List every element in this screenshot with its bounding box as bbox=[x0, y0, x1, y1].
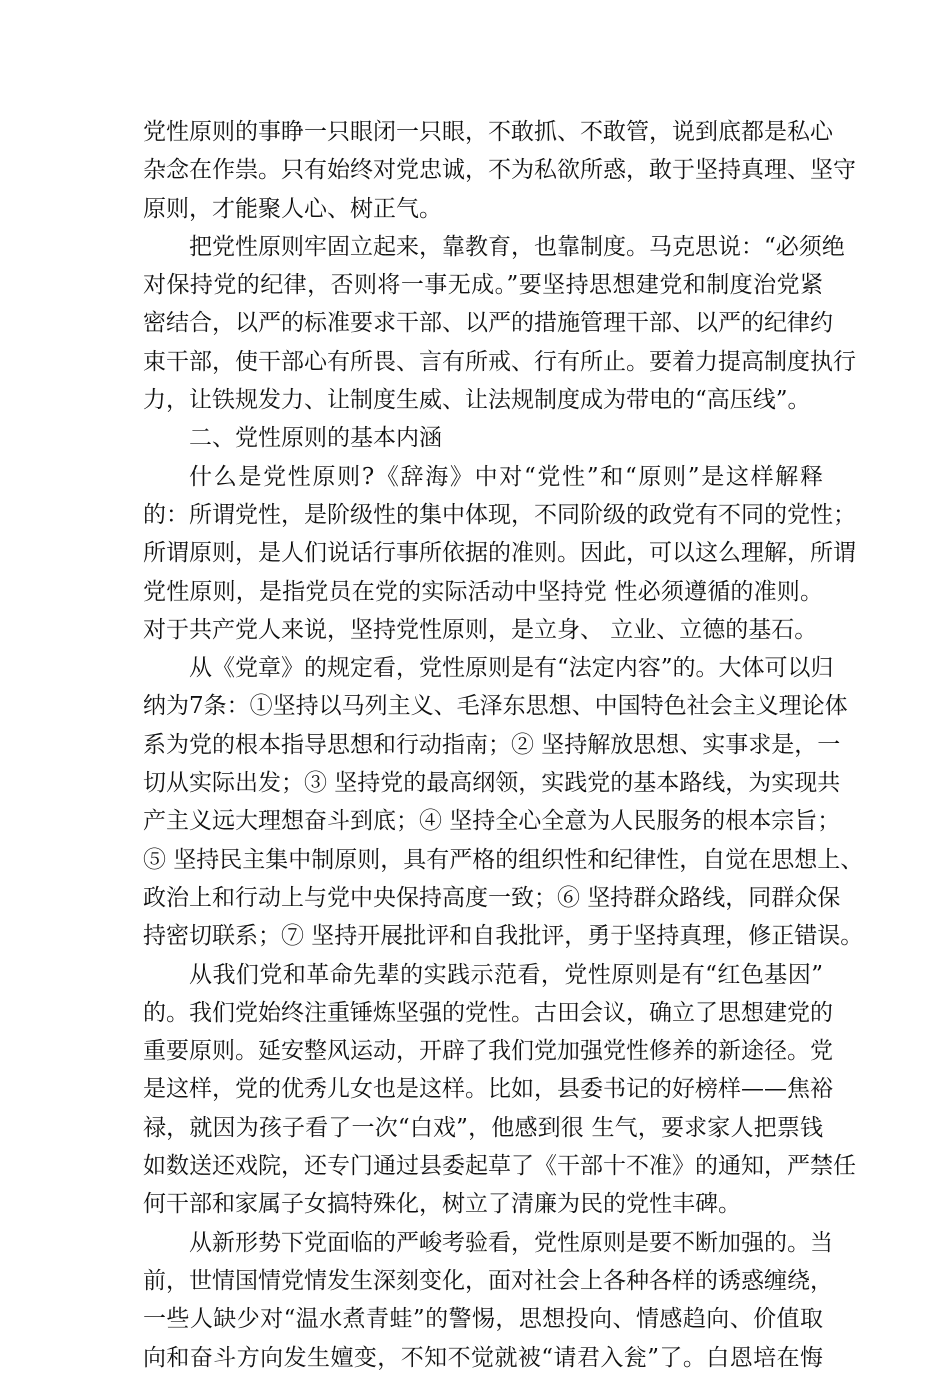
section-heading: 二、党性原则的基本内涵 bbox=[189, 425, 442, 452]
text-line: 从新形势下党面临的严峻考验看，党性原则是要不断加强的。当 bbox=[189, 1229, 833, 1256]
text-line: 政治上和行动上与党中央保持高度一致；⑥ 坚持群众路线，同群众保 bbox=[143, 884, 841, 911]
text-line: 向和奋斗方向发生嬗变，不知不觉就被“请君入瓮”了。白恩培在悔 bbox=[143, 1344, 823, 1371]
text-line: 禄，就因为孩子看了一次“白戏”，他感到很 生气，要求家人把票钱 bbox=[143, 1114, 823, 1141]
text-line: 纳为7条：①坚持以马列主义、毛泽东思想、中国特色社会主义理论体 bbox=[143, 693, 848, 720]
text-line: 党性原则，是指党员在党的实际活动中坚持党 性必须遵循的准则。 bbox=[143, 578, 823, 605]
text-line: 重要原则。延安整风运动，开辟了我们党加强党性修养的新途径。党 bbox=[143, 1038, 833, 1065]
text-line: 从我们党和革命先辈的实践示范看，党性原则是有“红色基因” bbox=[189, 961, 823, 988]
text-line: 所谓原则，是人们说话行事所依据的准则。因此，可以这么理解，所谓 bbox=[143, 540, 856, 567]
text-line: 束干部，使干部心有所畏、言有所戒、行有所止。要着力提高制度执行 bbox=[143, 348, 856, 375]
text-line: 力，让铁规发力、让制度生威、让法规制度成为带电的“高压线”。 bbox=[143, 387, 811, 414]
text-line: 产主义远大理想奋斗到底；④ 坚持全心全意为人民服务的根本宗旨； bbox=[143, 808, 841, 835]
text-line: 持密切联系；⑦ 坚持开展批评和自我批评，勇于坚持真理，修正错误。 bbox=[143, 923, 864, 950]
text-line: 党性原则的事睁一只眼闭一只眼，不敢抓、不敢管，说到底都是私心 bbox=[143, 119, 833, 145]
text-line: 什么是党性原则?《辞海》中对“党性”和“原则”是这样解释 bbox=[189, 463, 823, 490]
text-line: 密结合，以严的标准要求干部、以严的措施管理干部、以严的纪律约 bbox=[143, 310, 833, 337]
text-line: 的：所谓党性，是阶级性的集中体现，不同阶级的政党有不同的党性； bbox=[143, 501, 856, 528]
text-line: 对保持党的纪律，否则将一事无成。”要坚持思想建党和制度治党紧 bbox=[143, 272, 823, 299]
text-line: 如数送还戏院，还专门通过县委起草了《干部十不准》的通知，严禁任 bbox=[143, 1153, 856, 1180]
text-line: 何干部和家属子女搞特殊化，树立了清廉为民的党性丰碑。 bbox=[143, 1191, 741, 1218]
text-line: 对于共产党人来说，坚持党性原则，是立身、 立业、立德的基石。 bbox=[143, 616, 818, 643]
text-line: 一些人缺少对“温水煮青蛙”的警惕，思想投向、情感趋向、价值取 bbox=[143, 1306, 823, 1333]
text-line: 杂念在作祟。只有始终对党忠诚，不为私欲所惑，敢于坚持真理、坚守 bbox=[143, 157, 856, 184]
text-line: 是这样，党的优秀儿女也是这样。比如，县委书记的好榜样——焦裕 bbox=[143, 1076, 833, 1103]
text-line: 前，世情国情党情发生深刻变化，面对社会上各种各样的诱惑缠绕， bbox=[143, 1267, 833, 1294]
text-line: ⑤ 坚持民主集中制原则，具有严格的组织性和纪律性，自觉在思想上、 bbox=[143, 846, 864, 873]
text-line: 原则，才能聚人心、树正气。 bbox=[143, 195, 442, 222]
text-line: 系为党的根本指导思想和行动指南；② 坚持解放思想、实事求是，一 bbox=[143, 731, 841, 758]
text-line: 从《党章》的规定看，党性原则是有“法定内容”的。大体可以归 bbox=[189, 655, 834, 682]
text-line: 把党性原则牢固立起来，靠教育，也靠制度。马克思说：“必须绝 bbox=[189, 233, 845, 260]
text-line: 切从实际出发；③ 坚持党的最高纲领，实践党的基本路线，为实现共 bbox=[143, 770, 841, 797]
text-line: 的。我们党始终注重锤炼坚强的党性。古田会议，确立了思想建党的 bbox=[143, 999, 833, 1026]
body-text bbox=[143, 113, 864, 1377]
